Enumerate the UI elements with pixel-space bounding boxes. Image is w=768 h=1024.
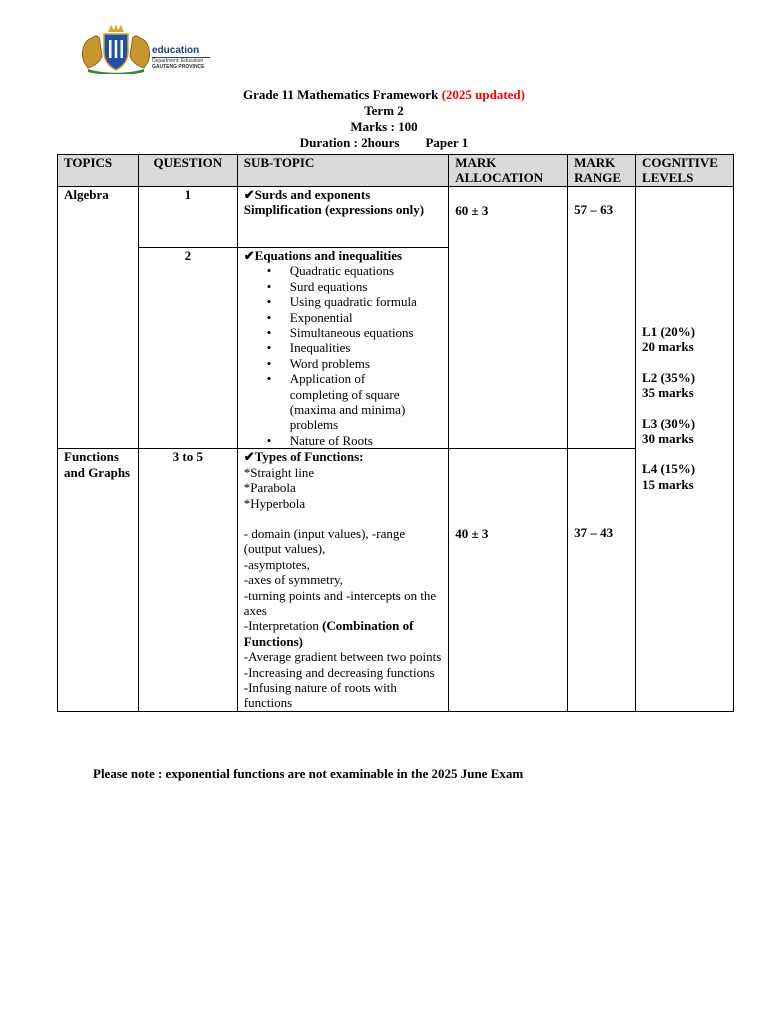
- function-detail: -Increasing and decreasing functions: [243, 664, 435, 680]
- col-header-cognitive-levels: COGNITIVE LEVELS: [636, 155, 734, 187]
- function-type: *Hyperbola: [243, 495, 306, 511]
- duration-text: Duration : 2hours: [299, 135, 400, 150]
- title-text: Grade 11 Mathematics Framework: [243, 87, 439, 102]
- framework-table: [57, 154, 734, 712]
- topic-algebra: Algebra: [58, 187, 139, 449]
- allocation-value: 40 ± 3: [455, 526, 489, 542]
- function-detail: -turning points and -intercepts on the axes: [243, 587, 437, 618]
- subtopic-detail: Simplification (expressions only): [243, 202, 425, 218]
- function-detail: -Infusing nature of roots with functions: [243, 679, 397, 711]
- cognitive-level: L2 (35%): [642, 369, 696, 385]
- logo-province-text: GAUTENG PROVINCE: [152, 64, 205, 70]
- cognitive-level: L4 (15%): [642, 461, 696, 477]
- mark-allocation-functions: [449, 449, 568, 712]
- interpretation-bold: (Combination of Functions): [243, 618, 414, 649]
- table-row: [58, 449, 734, 712]
- duration-line: [0, 135, 768, 151]
- subtopic-heading: ✔Equations and inequalities: [243, 248, 403, 263]
- function-type: *Parabola: [243, 480, 296, 496]
- logo-department-text: Department: Education: [152, 58, 204, 64]
- col-header-question: QUESTION: [138, 155, 237, 187]
- subtopic-heading: ✔Surds and exponents: [243, 187, 371, 202]
- title-note: (2025 updated): [441, 87, 525, 102]
- function-detail: -asymptotes,: [243, 556, 310, 572]
- cognitive-levels-cell: [636, 187, 734, 712]
- interpretation-prefix: -Interpretation: [243, 618, 323, 634]
- topic-functions-graphs: Functions and Graphs: [58, 449, 139, 712]
- list-item: • Quadratic equations: [290, 263, 442, 278]
- list-item: • Word problems: [290, 356, 442, 371]
- range-value: 57 – 63: [574, 202, 614, 217]
- mark-allocation-algebra: [449, 187, 568, 449]
- col-header-mark-allocation: MARK ALLOCATION: [449, 155, 568, 187]
- list-item: • Nature of Roots: [290, 433, 442, 448]
- table-header-row: [58, 155, 734, 187]
- list-item: • Exponential: [290, 310, 442, 325]
- col-header-mark-range: MARK RANGE: [568, 155, 636, 187]
- cognitive-marks: 35 marks: [642, 385, 694, 401]
- mark-range-functions: [568, 449, 636, 712]
- cognitive-level: L1 (20%): [642, 324, 696, 339]
- coat-of-arms-icon: [78, 22, 154, 74]
- paper-text: Paper 1: [425, 135, 469, 150]
- cognitive-marks: 15 marks: [642, 476, 694, 492]
- list-item: • Application of completing of square (maxima and minima) problems: [290, 371, 442, 433]
- question-number: 2: [138, 248, 237, 449]
- subtopic-list: [244, 263, 442, 448]
- col-header-topics: TOPICS: [58, 155, 139, 187]
- range-value: 37 – 43: [574, 525, 614, 541]
- table-row: [58, 187, 734, 248]
- subtopic-cell: [237, 187, 448, 248]
- col-header-subtopic: SUB-TOPIC: [237, 155, 448, 187]
- cognitive-level: L3 (30%): [642, 415, 696, 431]
- exam-note: Please note : exponential functions are not examinable in the 2025 June Exam: [93, 766, 524, 781]
- subtopic-cell: [237, 248, 448, 449]
- allocation-value: 60 ± 3: [455, 203, 489, 218]
- subtopic-heading: ✔Types of Functions:: [243, 449, 364, 465]
- marks-line: Marks : 100: [350, 119, 418, 134]
- function-detail: -Average gradient between two points: [243, 649, 442, 665]
- cognitive-marks: 30 marks: [642, 431, 694, 447]
- term-line: Term 2: [364, 103, 404, 118]
- mark-range-algebra: [568, 187, 636, 449]
- document-header: [0, 87, 768, 151]
- function-detail-interpretation: [244, 618, 442, 649]
- function-detail: -axes of symmetry,: [243, 572, 343, 588]
- list-item: • Using quadratic formula: [290, 294, 442, 309]
- function-type: *Straight line: [243, 464, 315, 480]
- list-item: • Simultaneous equations: [290, 325, 442, 340]
- list-item: • Surd equations: [290, 279, 442, 294]
- logo-main-text: education: [152, 45, 200, 56]
- subtopic-cell: [237, 449, 448, 712]
- document-title: [0, 87, 768, 103]
- question-number: 1: [138, 187, 237, 248]
- function-detail: - domain (input values), -range (output values),: [243, 525, 406, 557]
- cognitive-marks: 20 marks: [642, 339, 694, 355]
- logo-wordmark: [152, 45, 205, 70]
- list-item: • Inequalities: [290, 340, 442, 355]
- question-number: 3 to 5: [138, 449, 237, 712]
